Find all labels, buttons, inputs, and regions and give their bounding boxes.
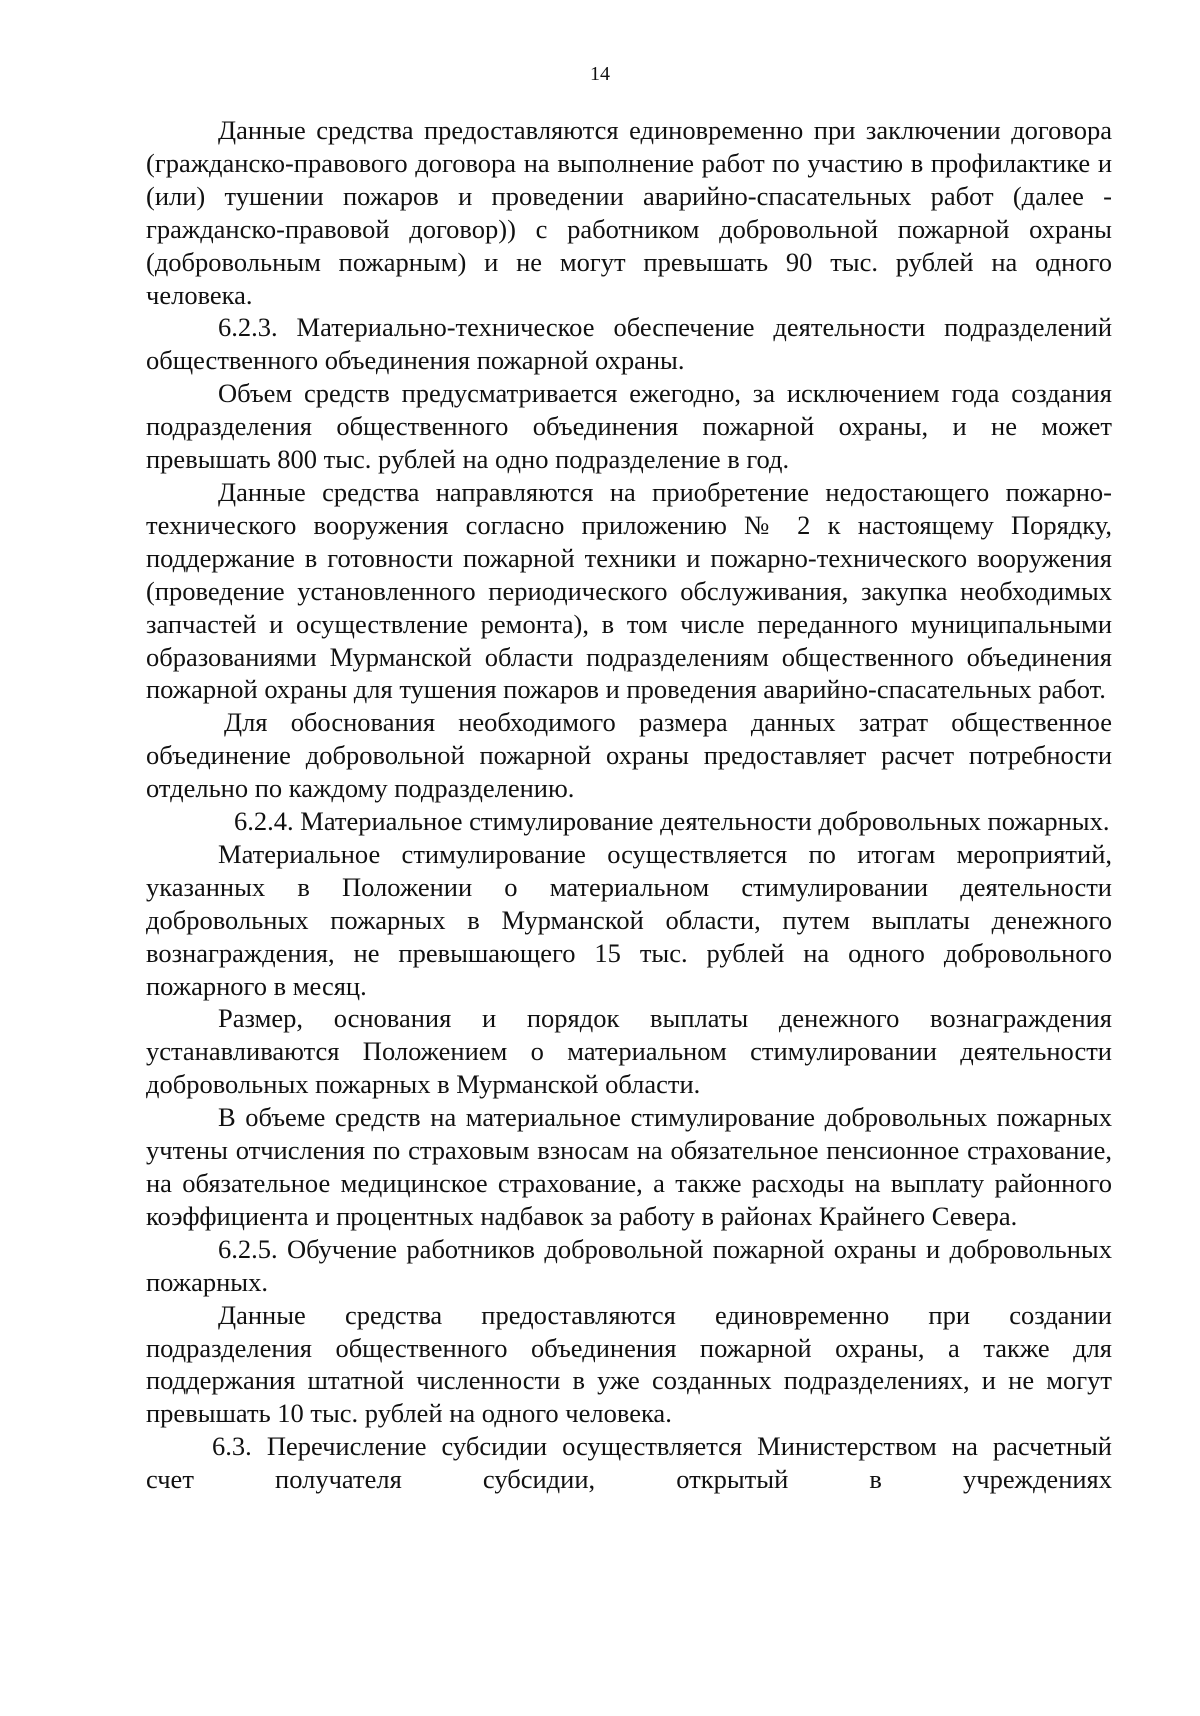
- paragraph-incentive-rules: Материальное стимулирование осуществляется по итогам мероприятий, указанных в Положении о материальном стимулировании деятельности добровольных пожарных в Мурманской области, путем выплаты денежного вознаграждения, не превышающего 15 тыс. рублей на одного добровольного пожарного в месяц.: [146, 838, 1112, 1001]
- paragraph-equipment-purchase: Данные средства направляются на приобретение недостающего пожарно-технического вооружения согласно приложению № 2 к настоящему Порядку, поддержание в готовности пожарной техники и пожарно-технического вооружения (проведение установленного периодического обслуживания, закупка необходимых запчастей и осуществление ремонта), в том числе переданного муниципальными образованиями Мурманской области подразделениям общественного объединения пожарной охраны для тушения пожаров и проведения аварийно-спасательных работ.: [146, 476, 1112, 705]
- paragraph-annual-volume: Объем средств предусматривается ежегодно, за исключением года создания подразделения общественного объединения пожарной охраны, и не может превышать 800 тыс. рублей на одно подразделение в год.: [146, 378, 1112, 475]
- paragraph-funds-one-time: Данные средства предоставляются единовременно при заключении договора (гражданско-правового договора на выполнение работ по участию в профилактике и (или) тушении пожаров и проведении аварийно-спасательных работ (далее - гражданско-правовой договор)) с работником добровольной пожарной охраны (добровольным пожарным) и не могут превышать 90 тыс. рублей на одного человека.: [146, 115, 1112, 310]
- paragraph-reward-procedure: Размер, основания и порядок выплаты денежного вознаграждения устанавливаются Положением о материальном стимулировании деятельности добровольных пожарных в Мурманской области.: [146, 1003, 1112, 1100]
- document-body: [146, 114, 1112, 1496]
- paragraph-6-3-transfer: 6.3. Перечисление субсидии осуществляется Министерством на расчетный счет получателя субсидии, открытый в учреждениях: [146, 1431, 1112, 1495]
- paragraph-6-2-3-heading: 6.2.3. Материально-техническое обеспечение деятельности подразделений общественного объединения пожарной охраны.: [146, 312, 1112, 376]
- page-number: 14: [590, 63, 610, 85]
- paragraph-cost-justification: Для обоснования необходимого размера данных затрат общественное объединение добровольной пожарной охраны предоставляет расчет потребности отдельно по каждому подразделению.: [146, 707, 1112, 804]
- paragraph-6-2-4-heading: 6.2.4. Материальное стимулирование деятельности добровольных пожарных.: [234, 806, 1110, 837]
- paragraph-6-2-5-heading: 6.2.5. Обучение работников добровольной пожарной охраны и добровольных пожарных.: [146, 1233, 1112, 1297]
- paragraph-training-funds: Данные средства предоставляются единовременно при создании подразделения общественного объединения пожарной охраны, а также для поддержания штатной численности в уже созданных подразделениях, и не могут превышать 10 тыс. рублей на одного человека.: [146, 1299, 1112, 1429]
- paragraph-insurance-contributions: В объеме средств на материальное стимулирование добровольных пожарных учтены отчисления по страховым взносам на обязательное пенсионное страхование, на обязательное медицинское страхование, а также расходы на выплату районного коэффициента и процентных надбавок за работу в районах Крайнего Севера.: [146, 1102, 1112, 1231]
